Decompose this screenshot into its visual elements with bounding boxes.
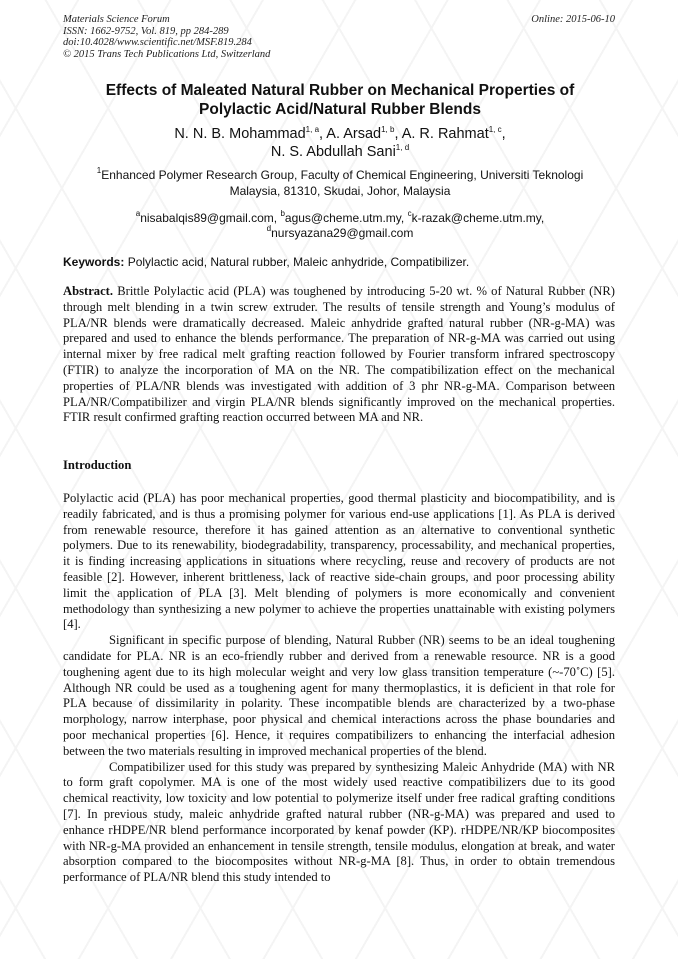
author-name: A. R. Rahmat <box>401 126 489 142</box>
separator: , <box>319 126 327 142</box>
journal-doi: doi:10.4028/www.scientific.net/MSF.819.284 <box>63 37 252 48</box>
email-link[interactable]: k-razak@cheme.utm.my <box>411 211 541 225</box>
author-affiliation-mark: 1, b <box>381 125 395 134</box>
author-list <box>60 125 620 161</box>
abstract <box>63 284 615 426</box>
affiliation-line-2: Malaysia, 81310, Skudai, Johor, Malaysia <box>229 184 451 198</box>
author-affiliation-mark: 1, a <box>305 125 320 134</box>
title-line-2: Polylactic Acid/Natural Rubber Blends <box>199 101 481 118</box>
affiliation <box>60 167 620 199</box>
email-mark: a <box>135 209 141 218</box>
separator: , <box>400 211 408 225</box>
journal-copyright: © 2015 Trans Tech Publications Ltd, Switzerland <box>63 48 271 60</box>
author-name: N. N. B. Mohammad <box>174 126 306 142</box>
abstract-label: Abstract. <box>63 284 114 298</box>
online-date: Online: 2015-06-10 <box>531 14 615 25</box>
title-line-1: Effects of Maleated Natural Rubber on Mechanical Properties of <box>105 82 575 99</box>
separator: , <box>540 211 545 225</box>
email-link[interactable]: agus@cheme.utm.my <box>284 211 401 225</box>
paragraph: Polylactic acid (PLA) has poor mechanical properties, good thermal plasticity and biocompatibility, and is readily fabricated, and is thus a promising polymer for various end-use applications [1]. As PLA is derived from renewable resource, therefore it has gained attention as an alternative to conventional synthetic polymers. Due to its renewability, biodegradability, transparency, processability, and mechanical properties, it is finding increasing applications in situations where recycling, reuse and recovery of products are not feasible [2]. However, inherent brittleness, lack of reactive side-chain groups, and poor processing ability limit the application of PLA [3]. Melt blending of polymers is more economically and convenient methodology than synthesizing a new polymer to achieve the properties unattainable with existing polymers [4]. <box>63 491 615 632</box>
affiliation-line-1: Enhanced Polymer Research Group, Faculty of Chemical Engineering, Universiti Teknologi <box>101 168 584 182</box>
email-link[interactable]: nisabalqis89@gmail.com <box>140 211 274 225</box>
journal-issn: ISSN: 1662-9752, Vol. 819, pp 284-289 <box>63 25 229 37</box>
email-link[interactable]: nursyazana29@gmail.com <box>271 226 414 240</box>
journal-metadata <box>63 14 270 60</box>
separator: , <box>394 126 402 142</box>
email-mark: b <box>280 209 285 218</box>
email-mark: d <box>266 224 272 233</box>
author-name: A. Arsad <box>326 126 382 142</box>
author-affiliation-mark: 1, c <box>488 125 502 134</box>
author-emails <box>60 211 620 241</box>
section-heading-introduction: Introduction <box>63 458 132 472</box>
introduction-body <box>63 491 615 886</box>
paragraph: Compatibilizer used for this study was prepared by synthesizing Maleic Anhydride (MA) with NR to form graft copolymer. MA is one of the most widely used reactive compatibilizers due to its good chemical reactivity, low toxicity and low potential to polymerize itself under free radical grafting conditions [7]. In previous study, maleic anhydride grafted natural rubber (NR-g-MA) was prepared and used to enhance rHDPE/NR blend performance incorporated by kenaf powder (KP). rHDPE/NR/KP biocomposites with NR-g-MA provided an enhancement in tensile strength, tensile modulus, elongation at break, and water absorption compared to the biocomposites without NR-g-MA [8]. Thus, in order to obtain tremendous performance of PLA/NR blend this study intended to <box>63 759 615 885</box>
keywords-label: Keywords: <box>63 255 125 269</box>
paragraph: Significant in specific purpose of blending, Natural Rubber (NR) seems to be an ideal toughening candidate for PLA. NR is an eco-friendly rubber and derived from a renewable resource. NR is a good toughening agent due to its high molecular weight and very low glass transition temperature (~-70˚C) [5]. Although NR could be used as a toughening agent for many thermoplastics, it is deficient in that role for PLA because of dissimilarity in polarity. These incompatible blends are characterized by a two-phase morphology, narrow interphase, poor physical and chemical interactions across the phase boundaries and poor mechanical properties [6]. Hence, it requires compatibilizers to enhancing the interfacial adhesion between the two materials resulting in improved mechanical properties of the blend. <box>63 633 615 758</box>
author-name: N. S. Abdullah Sani <box>270 144 396 160</box>
paper-title <box>60 81 620 119</box>
journal-name: Materials Science Forum <box>63 14 170 25</box>
keywords <box>63 255 615 269</box>
keywords-text: Polylactic acid, Natural rubber, Maleic anhydride, Compatibilizer. <box>124 255 470 269</box>
email-mark: c <box>407 209 412 218</box>
affiliation-mark: 1 <box>96 166 102 175</box>
abstract-text: Brittle Polylactic acid (PLA) was toughened by introducing 5-20 wt. % of Natural Rubber (NR) through melt blending in a twin screw extruder. The results of tensile strength and Young’s modulus of PLA/NR blends were dramatically decreased. Maleic anhydride grafted natural rubber (NR-g-MA) was prepared and used to enhance the blends performance. The preparation of NR-g-MA was carried out using internal mixer by free radical melt grafting reaction followed by Fourier transform infrared spectroscopy (FTIR) to analyze the incorporation of MA on the NR. The compatibilization effect on the mechanical properties of PLA/NR blends was investigated with addition of 3 phr NR-g-MA. Comparison between PLA/NR/Compatibilizer and virgin PLA/NR blends significantly improved on the mechanical properties. FTIR result confirmed grafting reaction occurred between MA and NR. <box>63 284 615 425</box>
author-affiliation-mark: 1, d <box>395 143 410 152</box>
separator: , <box>501 126 506 142</box>
separator: , <box>273 211 281 225</box>
